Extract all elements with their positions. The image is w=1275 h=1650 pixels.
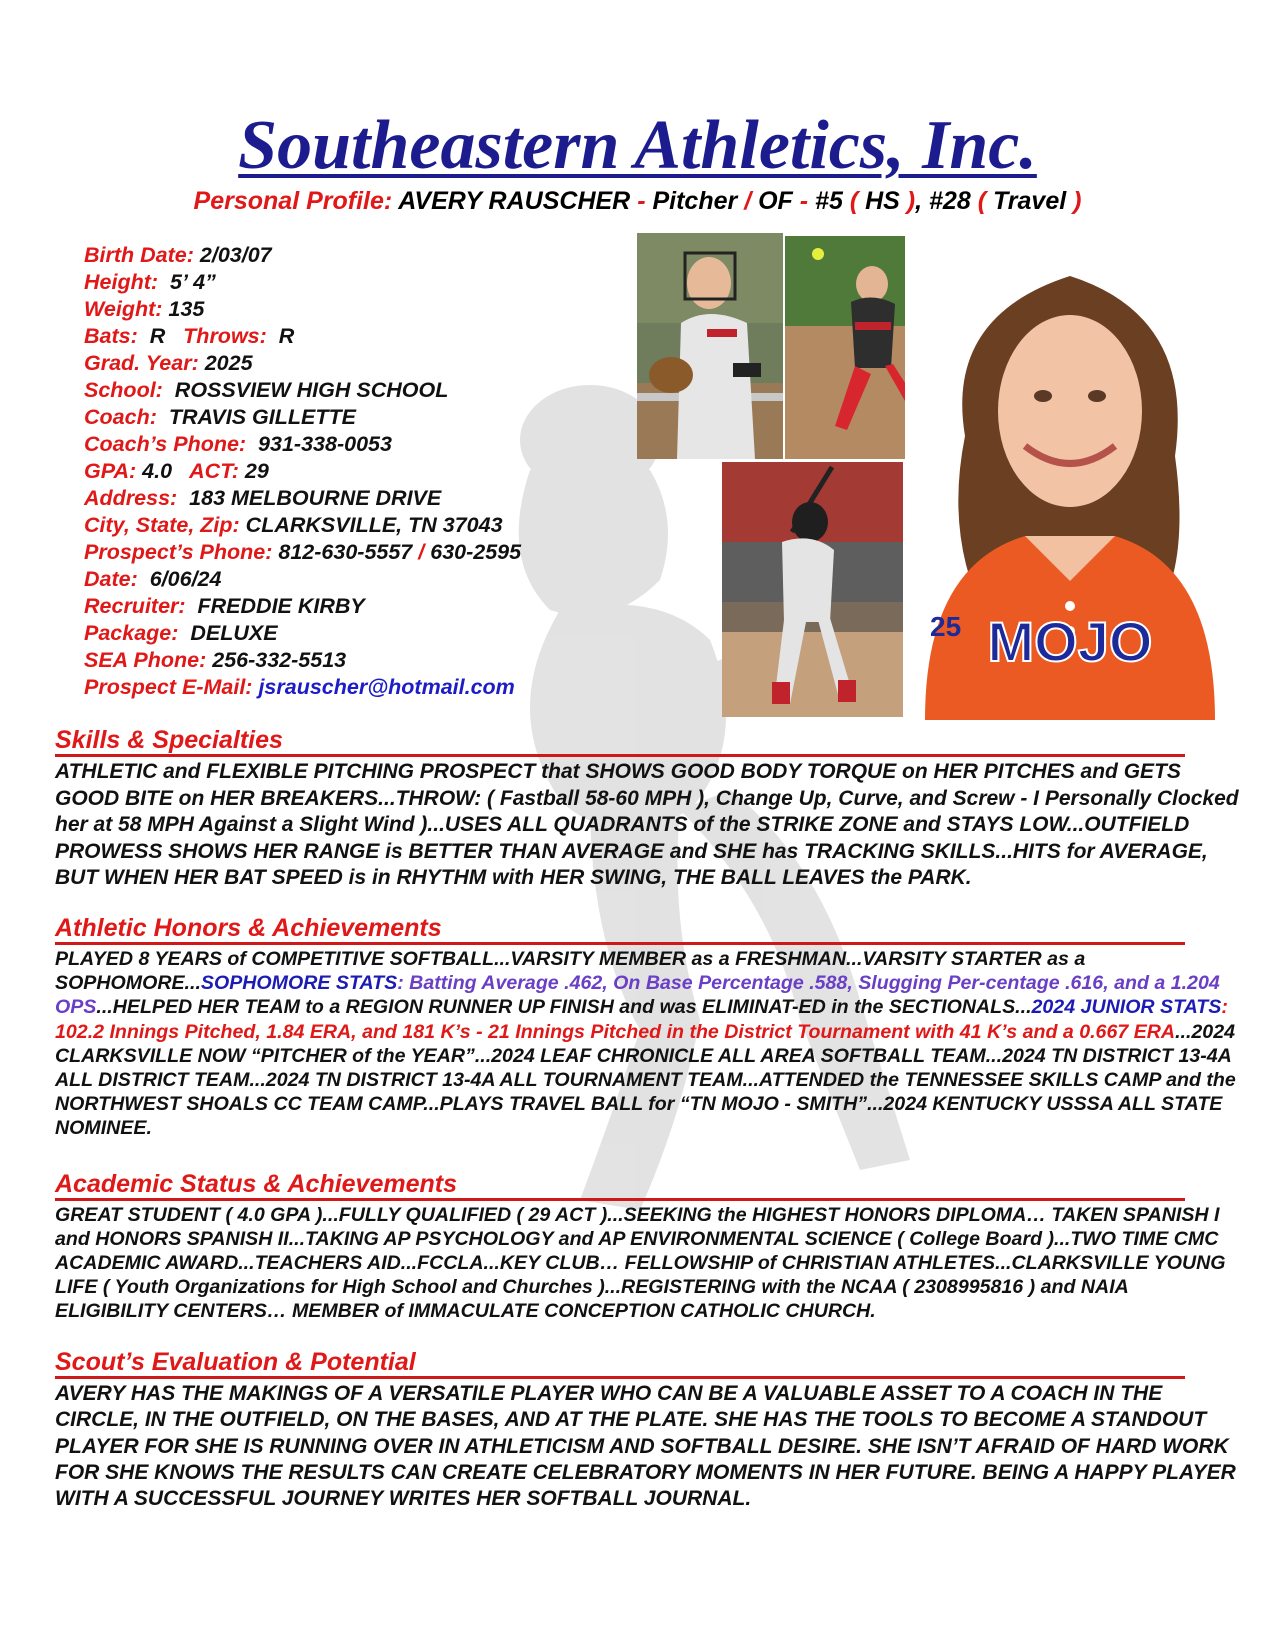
email-link[interactable]: jsrauscher@hotmail.com bbox=[258, 675, 515, 699]
sophomore-stats: : Batting Average .462, On Base Percentage .588, Slugging Per-centage .616, and a 1.204 OPS bbox=[55, 972, 1220, 1019]
school-row: School: ROSSVIEW HIGH SCHOOL bbox=[84, 378, 449, 402]
evaluation-heading: Scout’s Evaluation & Potential bbox=[55, 1348, 1185, 1379]
junior-stats: : 102.2 Innings Pitched, 1.84 ERA, and 181 K’s - 21 Innings Pitched in the District Tournament with 41 K’s and a 0.667 ERA bbox=[55, 996, 1228, 1043]
honors-text: PLAYED 8 YEARS of COMPETITIVE SOFTBALL...VARSITY MEMBER as a FRESHMAN...VARSITY STARTER as a SOPHOMORE...SOPHOMORE STATS: Batting Average .462, On Base Percentage .588, Slugging Per-centage .616, and a 1.204 OPS...HELPED HER TEAM to a REGION RUNNER UP FINISH and was ELIMINAT-ED in the SECTIONALS...2024 JUNIOR STATS: 102.2 Innings Pitched, 1.84 ERA, and 181 K’s - 21 Innings Pitched in the District Tournament with 41 K’s and a 0.667 ERA...2024 CLARKSVILLE NOW “PITCHER of the YEAR”...2024 LEAF CHRONICLE ALL AREA SOFTBALL TEAM...2024 TN DISTRICT 13-4A ALL DISTRICT TEAM...2024 TN DISTRICT 13-4A ALL TOURNAMENT TEAM...ATTENDED the TENNESSEE SKILLS CAMP and the NORTHWEST SHOALS CC TEAM CAMP...PLAYS TRAVEL BALL for “TN MOJO - SMITH”...2024 KENTUCKY USSSA ALL STATE NOMINEE. bbox=[55, 948, 1236, 1140]
sophomore-stats-label: SOPHOMORE STATS bbox=[200, 972, 398, 995]
evaluation-section bbox=[55, 1348, 1245, 1512]
weight-row: Weight: 135 bbox=[84, 297, 205, 321]
sea-phone-row: SEA Phone: 256-332-5513 bbox=[84, 648, 347, 672]
skills-section bbox=[55, 726, 1245, 892]
academic-section bbox=[55, 1170, 1245, 1323]
player-name: AVERY RAUSCHER bbox=[398, 187, 631, 215]
company-title: Southeastern Athletics, Inc. bbox=[238, 107, 1037, 184]
package-row: Package: DELUXE bbox=[84, 621, 278, 645]
birth-date-row: Birth Date: 2/03/07 bbox=[84, 243, 272, 267]
honors-section bbox=[55, 914, 1245, 1141]
email-row: Prospect E-Mail: jsrauscher@hotmail.com bbox=[84, 675, 515, 699]
date-row: Date: 6/06/24 bbox=[84, 567, 222, 591]
evaluation-text: AVERY HAS THE MAKINGS OF A VERSATILE PLAYER WHO CAN BE A VALUABLE ASSET TO A COACH IN THE CIRCLE, IN THE OUTFIELD, ON THE BASES, AND AT THE PLATE. SHE HAS THE TOOLS TO BECOME A STANDOUT PLAYER FOR SHE IS RUNNING OVER IN ATHLETICISM AND SOFTBALL DESIRE. SHE ISN’T AFRAID OF HARD WORK FOR SHE KNOWS THE RESULTS CAN CREATE CELEBRATORY MOMENTS IN HER FUTURE. BEING A HAPPY PLAYER WITH A SUCCESSFUL JOURNEY WRITES HER SOFTBALL JOURNAL. bbox=[55, 1382, 1236, 1511]
academic-heading: Academic Status & Achievements bbox=[55, 1170, 1185, 1201]
height-row: Height: 5’ 4” bbox=[84, 270, 216, 294]
gpa-act-row: GPA: 4.0 ACT: 29 bbox=[84, 459, 269, 483]
personal-info bbox=[84, 242, 521, 701]
grad-year-row: Grad. Year: 2025 bbox=[84, 351, 253, 375]
skills-text: ATHLETIC and FLEXIBLE PITCHING PROSPECT that SHOWS GOOD BODY TORQUE on HER PITCHES and GETS GOOD BITE on HER BREAKERS...THROW: ( Fastball 58-60 MPH ), Change Up, Curve, and Screw - I Personally Clocked her at 58 MPH Against a Slight Wind )...USES ALL QUADRANTS of the STRIKE ZONE and STAYS LOW...OUTFIELD PROWESS SHOWS HER RANGE is BETTER THAN AVERAGE and SHE has TRACKING SKILLS...HITS for AVERAGE, BUT WHEN HER BAT SPEED is in RHYTHM with HER SWING, THE BALL LEAVES the PARK. bbox=[55, 760, 1239, 889]
junior-stats-label: 2024 JUNIOR STATS bbox=[1031, 996, 1222, 1019]
city-row: City, State, Zip: CLARKSVILLE, TN 37043 bbox=[84, 513, 503, 537]
sleeve-number: 25 bbox=[930, 611, 962, 642]
address-row: Address: 183 MELBOURNE DRIVE bbox=[84, 486, 442, 510]
bats-throws-row: Bats: R Throws: R bbox=[84, 324, 295, 348]
coach-row: Coach: TRAVIS GILLETTE bbox=[84, 405, 356, 429]
prospect-phone-row: Prospect’s Phone: 812-630-5557 / 630-2595 bbox=[84, 540, 522, 564]
coach-phone-row: Coach’s Phone: 931-338-0053 bbox=[84, 432, 392, 456]
jersey-text: MOJO bbox=[987, 610, 1153, 673]
photo-batting-stance bbox=[722, 462, 903, 717]
profile-subtitle: Personal Profile: AVERY RAUSCHER - Pitcher / OF - #5 ( HS ), #28 ( Travel ) bbox=[193, 187, 1082, 215]
skills-heading: Skills & Specialties bbox=[55, 726, 1185, 757]
honors-heading: Athletic Honors & Achievements bbox=[55, 914, 1185, 945]
recruiter-row: Recruiter: FREDDIE KIRBY bbox=[84, 594, 365, 618]
academic-text: GREAT STUDENT ( 4.0 GPA )...FULLY QUALIFIED ( 29 ACT )...SEEKING the HIGHEST HONORS DIPLOMA… TAKEN SPANISH I and HONORS SPANISH II...TAKING AP PSYCHOLOGY and AP ENVIRONMENTAL SCIENCE ( College Board )...TWO TIME CMC ACADEMIC AWARD...TEACHERS AID...FCCLA...KEY CLUB… FELLOWSHIP of CHRISTIAN ATHLETES...CLARKSVILLE YOUNG LIFE ( Youth Organizations for High School and Churches )...REGISTERING with the NCAA ( 2308995816 ) and NAIA ELIGIBILITY CENTERS… MEMBER of IMMACULATE CONCEPTION CATHOLIC CHURCH. bbox=[55, 1204, 1226, 1322]
photo-portrait bbox=[905, 236, 1235, 720]
photo-pitcher-set bbox=[637, 233, 783, 459]
